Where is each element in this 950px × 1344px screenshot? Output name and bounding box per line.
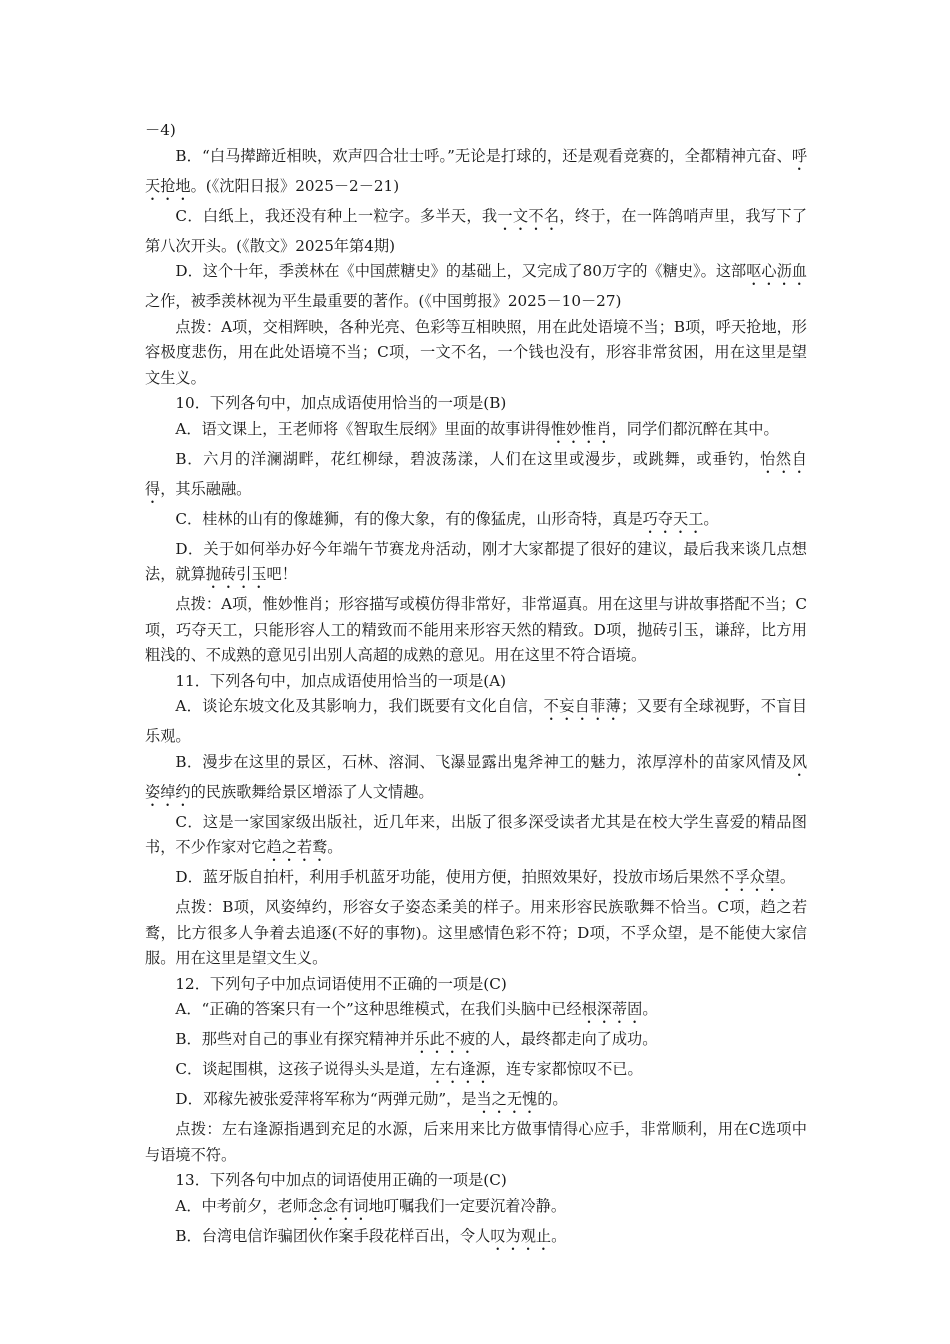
option-text: C．谈起围棋，这孩子说得头头是道， (175, 1060, 431, 1078)
question-13-stem: 13．下列各句中加点的词语使用正确的一项是(C) (175, 1171, 507, 1189)
option-text: C．桂林的山有的像雄狮，有的像大象，有的像猛虎，山形奇特，真是 (175, 509, 643, 528)
question-12-stem: 12．下列句子中加点词语使用不正确的一项是(C) (175, 974, 507, 993)
option-text: 之作，被季羡林视为平生最重要的著作。(《中国剪报》2025－10－27) (145, 292, 622, 310)
dotted-idiom: 乐此不疲 (414, 1030, 476, 1048)
option-text: D．关于如何举办好今年端午节赛龙舟活动，刚才大家都提了很好的建议，最后我来谈几点想法，就算 (145, 539, 807, 583)
dotted-idiom: 左右逢源 (430, 1060, 491, 1078)
option-12a (145, 997, 807, 1027)
option-11d (145, 865, 807, 895)
dotted-idiom: 念念有词 (307, 1196, 369, 1215)
option-text: 。(《沈阳日报》2025－2－21) (190, 176, 400, 195)
dotted-idiom: 不孚众望 (719, 868, 780, 886)
option-text: 。 (327, 838, 343, 856)
option-text: A．谈论东坡文化及其影响力，我们既要有文化自信， (175, 697, 544, 715)
explanation-10: 点拨：A项，惟妙惟肖；形容描写或模仿得非常好，非常逼真。用在这里与讲故事搭配不当；C项，巧夺天工，只能形容人工的精致而不能用来形容天然的精致。D项，抛砖引玉，谦辞，比方用粗浅的、不成熟的意见引出别人高超的成熟的意见。用在这里不符合语境。 (145, 595, 807, 664)
document-page (145, 118, 807, 1254)
option-text: 的。 (537, 1090, 568, 1108)
dotted-idiom: 呕心沥血 (746, 262, 807, 280)
option-text: 。 (703, 509, 719, 528)
dotted-idiom: 呼天抢地 (145, 146, 807, 195)
option-text: B．六月的洋澜湖畔，花红柳绿，碧波荡漾，人们在这里或漫步，或跳舞，或垂钓， (175, 449, 760, 468)
explanation-9: 点拨：A项，交相辉映，各种光亮、色彩等互相映照，用在此处语境不当；B项，呼天抢地，形容极度悲伤，用在此处语境不当；C项，一文不名，一个钱也没有，形容非常贫困，用在这里是望文生义。 (145, 317, 807, 387)
option-text: ；又要有全球视野，不盲目乐观。 (145, 697, 808, 745)
option-text: 吧！ (266, 565, 297, 583)
dotted-idiom: 一文不名 (497, 206, 560, 225)
option-text: C．这是一家国家级出版社，近几年来，出版了很多深受读者尤其是在校大学生喜爱的精品图书，不少作家对它 (145, 812, 807, 856)
dotted-idiom: 趋之若鹜 (266, 838, 328, 856)
option-text: 。 (551, 1226, 567, 1245)
option-text: A．“正确的答案只有一个”这种思维模式，在我们头脑中已经 (175, 1000, 582, 1018)
option-12c (145, 1057, 807, 1087)
option-text: B．“白马撵蹄近相映，欢声四合壮士呼。”无论是打球的，还是观看竞赛的，全都精神亢奋、 (175, 146, 792, 165)
option-text: 。 (642, 1000, 658, 1018)
option-text: D．邓稼先被张爱萍将军称为“两弹元勋”，是 (175, 1090, 477, 1108)
dotted-idiom: 巧夺天工 (642, 509, 704, 528)
option-13a (145, 1194, 807, 1224)
option-11b (145, 750, 807, 810)
option-10a (145, 417, 807, 447)
option-text: 地叮嘱我们一定要沉着冷静。 (368, 1196, 567, 1215)
option-text: B．台湾电信诈骗团伙作案手段花样百出，令人 (175, 1226, 491, 1245)
question-11-stem: 11．下列各句中，加点成语使用恰当的一项是(A) (175, 671, 507, 690)
question-10-stem: 10．下列各句中，加点成语使用恰当的一项是(B) (175, 394, 507, 412)
option-10b (145, 447, 807, 507)
dotted-idiom: 怡然自得 (145, 449, 807, 498)
option-text: D．这个十年，季羡林在《中国蔗糖史》的基础上，又完成了80万字的《糖史》。这部 (175, 262, 747, 280)
option-text: ，连专家都惊叹不已。 (490, 1060, 643, 1078)
option-text: A．语文课上，王老师将《智取生辰纲》里面的故事讲得 (175, 419, 551, 438)
option-text: A．中考前夕，老师 (175, 1196, 308, 1215)
option-10d (145, 537, 807, 593)
option-12b (145, 1027, 807, 1057)
option-11a (145, 694, 807, 750)
option-9b (145, 144, 807, 204)
dotted-idiom: 惟妙惟肖 (550, 419, 612, 438)
option-11c (145, 810, 807, 866)
option-text: D．蓝牙版自拍杆，利用手机蓝牙功能，使用方便，拍照效果好，投放市场后果然 (175, 868, 720, 886)
dotted-idiom: 当之无愧 (476, 1090, 538, 1108)
option-text: 的人，最终都走向了成功。 (475, 1030, 658, 1048)
option-9c (145, 204, 807, 260)
option-text: B．那些对自己的事业有探究精神并 (175, 1030, 415, 1048)
paragraph-fragment: －4) (145, 121, 176, 139)
explanation-11: 点拨：B项，风姿绰约，形容女子姿态柔美的样子。用来形容民族歌舞不恰当。C项，趋之若鹜，比方很多人争着去追逐(不好的事物)。这里感情色彩不符；D项，不孚众望，是不能使大家信服。用在这里是望文生义。 (145, 898, 807, 967)
dotted-idiom: 根深蒂固 (581, 1000, 643, 1018)
option-13b (145, 1224, 807, 1254)
option-12d (145, 1087, 807, 1117)
option-text: 。 (779, 868, 796, 886)
dotted-idiom: 不妄自菲薄 (543, 697, 622, 715)
dotted-idiom: 抛砖引玉 (205, 565, 267, 583)
option-text: ，终于，在一阵鸽哨声里，我写下了第八次开头。(《散文》2025年第4期) (145, 206, 808, 255)
option-text: 的民族歌舞给景区增添了人文情趣。 (190, 782, 434, 801)
option-10c (145, 507, 807, 537)
dotted-idiom: 叹为观止 (490, 1226, 552, 1245)
option-text: ，同学们都沉醉在其中。 (611, 419, 779, 438)
option-text: B．漫步在这里的景区，石林、溶洞、飞瀑显露出鬼斧神工的魅力，浓厚淳朴的苗家风情及 (175, 752, 792, 771)
dotted-idiom: 风姿绰约 (145, 752, 807, 801)
option-9d (145, 259, 807, 315)
option-text: C．白纸上，我还没有种上一粒字。多半天，我 (175, 206, 498, 225)
explanation-12: 点拨：左右逢源指遇到充足的水源，后来用来比方做事情得心应手，非常顺利，用在C选项中与语境不符。 (145, 1120, 807, 1164)
option-text: ，其乐融融。 (160, 479, 252, 498)
